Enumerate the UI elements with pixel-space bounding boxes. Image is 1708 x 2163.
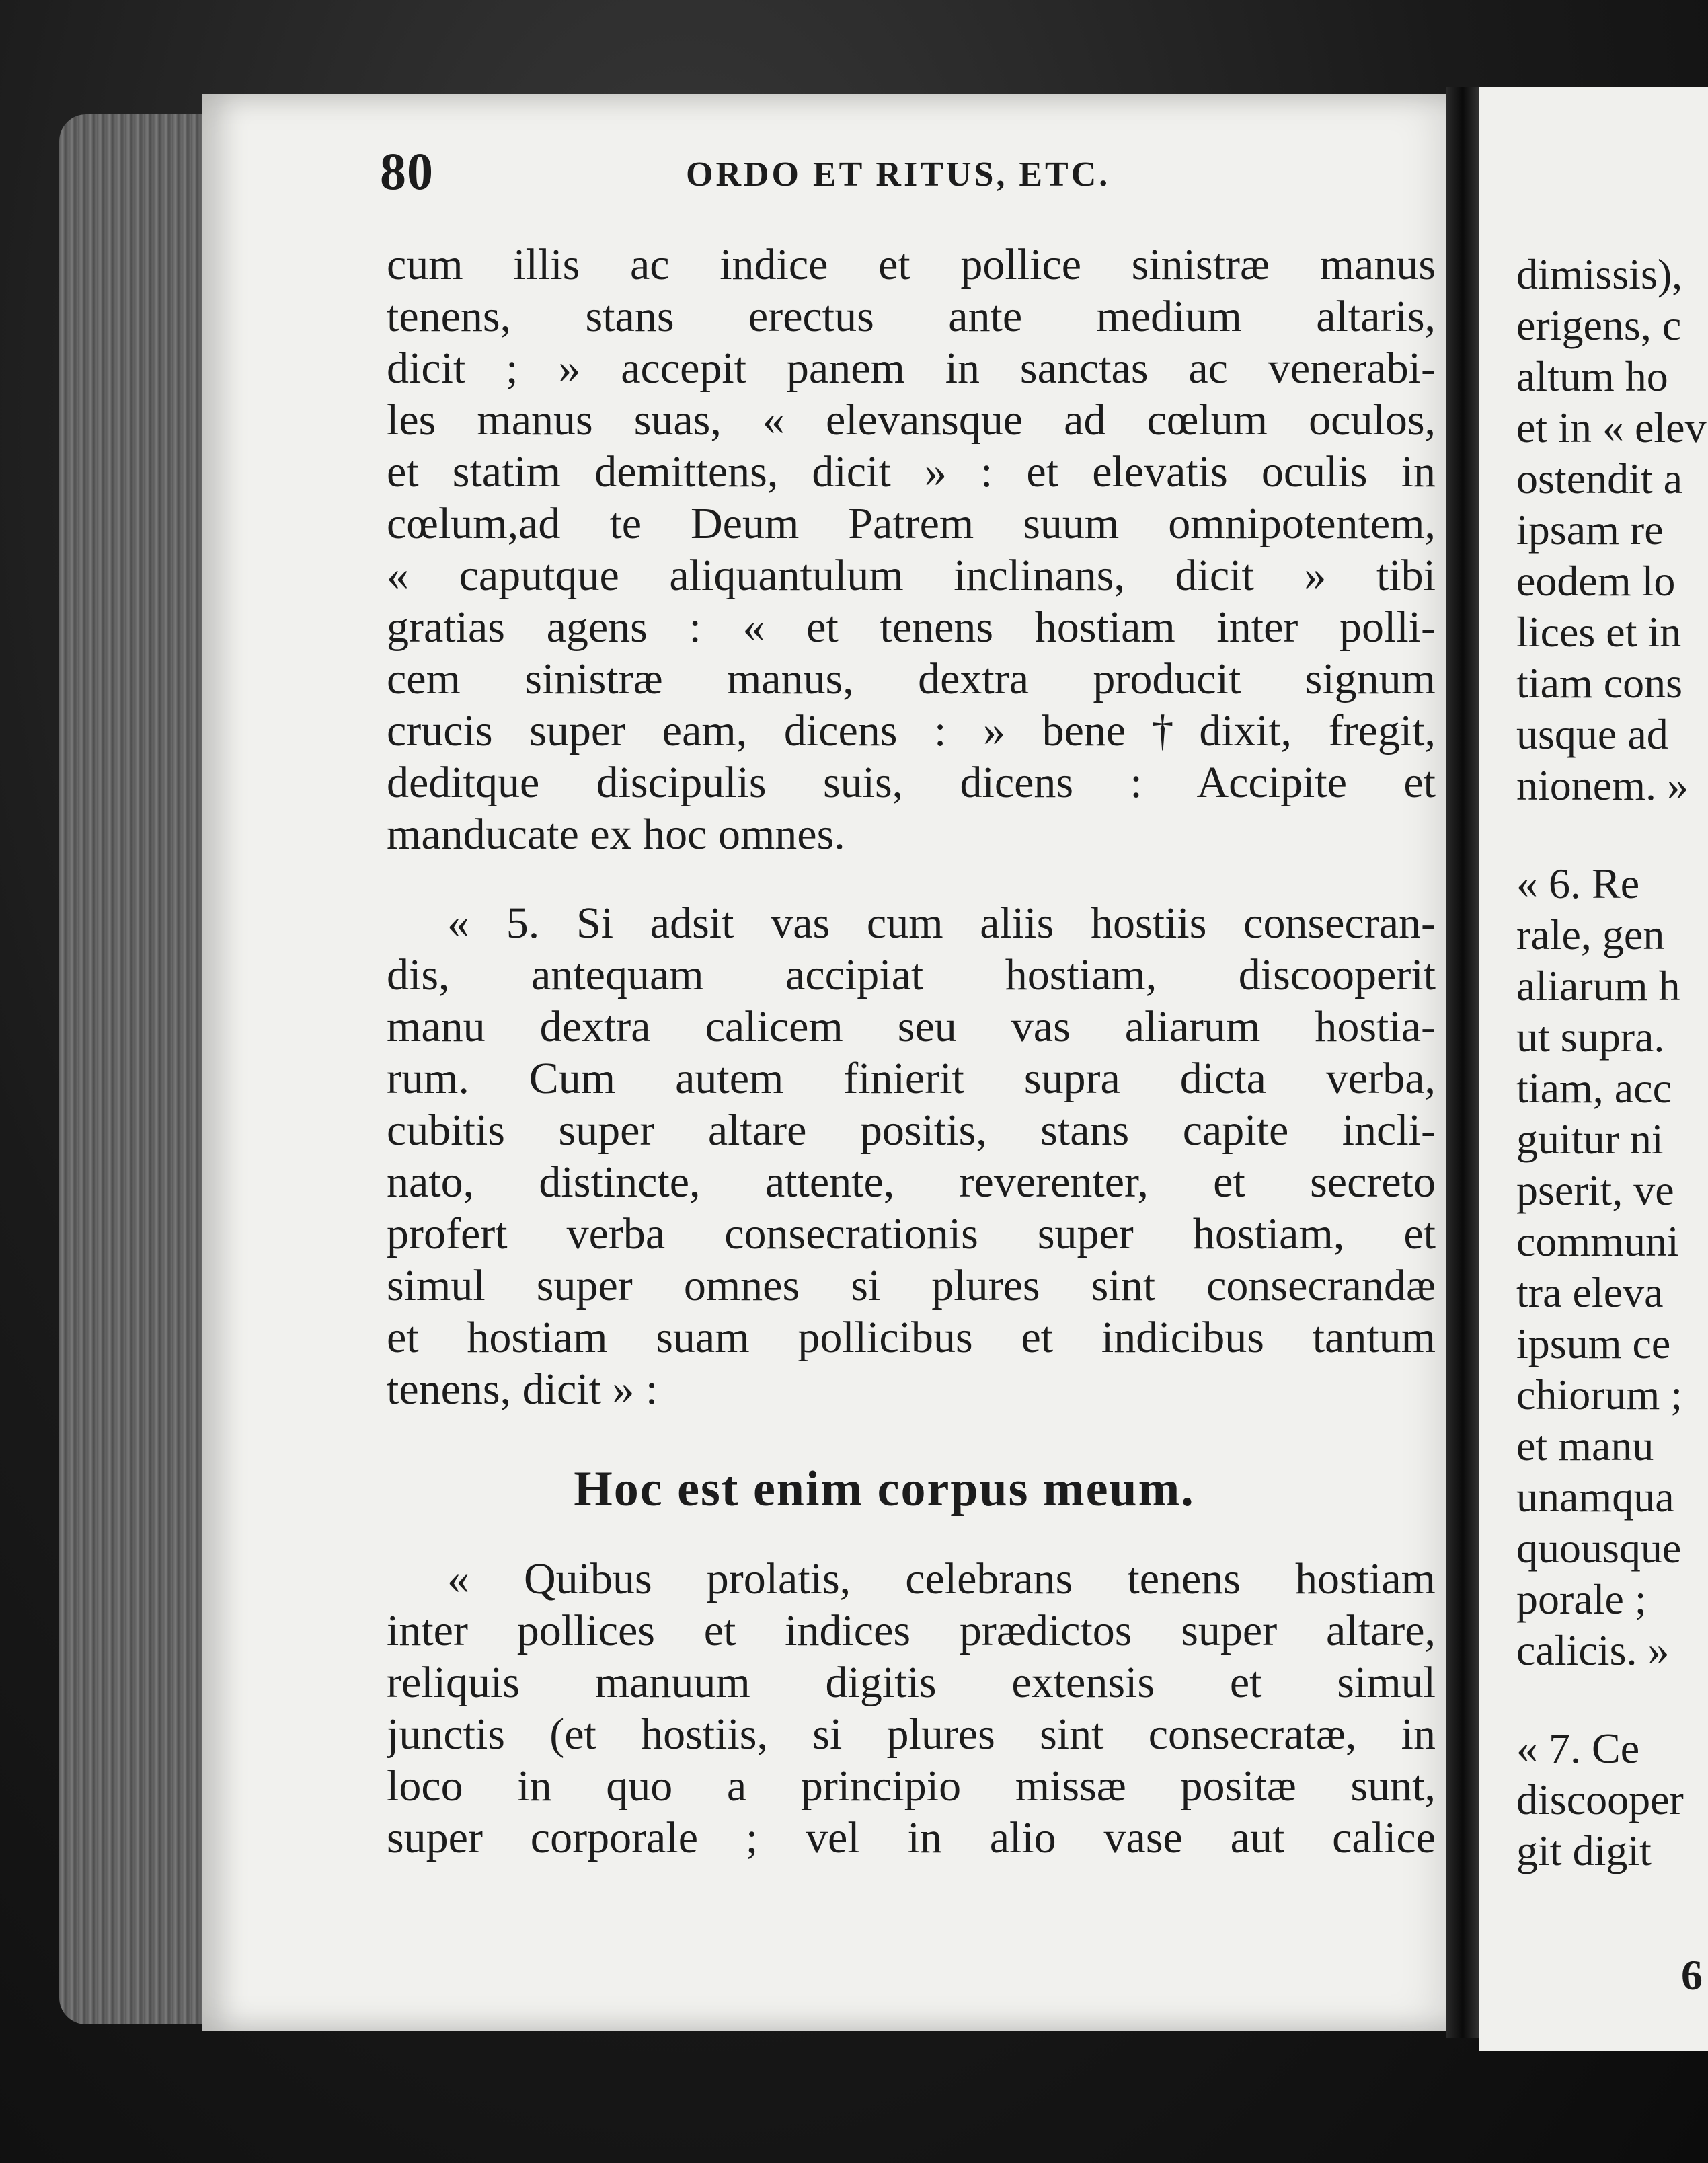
text-line: altum ho [1516, 352, 1668, 400]
text-line: tra eleva [1516, 1268, 1664, 1316]
text-line: guitur ni [1516, 1115, 1664, 1163]
text-line: chiorum ; [1516, 1371, 1683, 1418]
right-page-body [1516, 249, 1708, 1876]
text-line: « 6. Re [1516, 860, 1640, 907]
text-line: rale, gen [1516, 911, 1665, 958]
text-line: gratias agens : « et tenens hostiam inter polli- [387, 603, 1436, 652]
text-line: ostendit a [1516, 455, 1683, 502]
text-line: tenens, dicit » : [387, 1365, 658, 1414]
text-line: « 7. Ce [1516, 1724, 1640, 1772]
text-line: communi [1516, 1217, 1679, 1265]
text-line: dicit ; » accepit panem in sanctas ac venerabi- [387, 344, 1436, 393]
running-header-title: ORDO ET RITUS, ETC. [686, 155, 1111, 194]
text-line: crucis super eam, dicens : » bene†dixit, fregit, [387, 706, 1436, 755]
text-line: lices et in [1516, 608, 1682, 656]
right-block-3 [1516, 1723, 1708, 1876]
text-line: profert verba consecrationis super hostiam, et [387, 1209, 1436, 1258]
text-line: ipsum ce [1516, 1320, 1671, 1367]
text-line: nionem. » [1516, 761, 1688, 809]
text-line: « Quibus prolatis, celebrans tenens hostiam [447, 1554, 1436, 1603]
text-line: super corporale ; vel in alio vase aut calice [387, 1813, 1436, 1862]
text-line: cœlum,ad te Deum Patrem suum omnipotentem, [387, 499, 1436, 548]
paragraph-gap [387, 860, 1436, 897]
text-line: tiam cons [1516, 659, 1683, 707]
text-line: « 5. Si adsit vas cum aliis hostiis consecran- [447, 899, 1436, 948]
text-line: et hostiam suam pollicibus et indicibus tantum [387, 1313, 1436, 1362]
text-line: git digit [1516, 1827, 1652, 1874]
signature-mark: 6 [1681, 1951, 1703, 1999]
consecration-heading: Hoc est enim corpus meum. [574, 1462, 1195, 1517]
text-line: tenens, stans erectus ante medium altaris, [387, 292, 1436, 341]
text-line: eodem lo [1516, 557, 1676, 605]
left-page-body [387, 239, 1436, 1864]
text-line: cubitis super altare positis, stans capite incli- [387, 1106, 1436, 1155]
paragraph-5 [387, 897, 1436, 1415]
text-line: dimissis), [1516, 250, 1683, 298]
text-line: inter pollices et indices prædictos super altare, [387, 1606, 1436, 1655]
text-line: manducate ex hoc omnes. [387, 810, 845, 859]
text-line: simul super omnes si plures sint consecrandæ [387, 1261, 1436, 1310]
text-line: quousque [1516, 1524, 1682, 1572]
text-line: « caputque aliquantulum inclinans, dicit » tibi [387, 551, 1436, 600]
text-line: et in « elev [1516, 404, 1707, 451]
book-gutter [1446, 87, 1479, 2038]
text-line: loco in quo a principio missæ positæ sunt, [387, 1761, 1436, 1811]
text-line: junctis (et hostiis, si plures sint consecratæ, in [387, 1710, 1436, 1759]
text-line: discooper [1516, 1776, 1684, 1823]
right-block-2 [1516, 858, 1708, 1676]
paragraph-gap [1516, 1676, 1708, 1723]
text-line: calicis. » [1516, 1626, 1670, 1674]
text-line: cem sinistræ manus, dextra producit signum [387, 654, 1436, 704]
text-line: unamqua [1516, 1473, 1674, 1521]
text-line: manu dextra calicem seu vas aliarum hostia- [387, 1002, 1436, 1051]
text-line: nato, distincte, attente, reverenter, et secreto [387, 1158, 1436, 1207]
text-line: aliarum h [1516, 962, 1680, 1010]
paragraph-quibus [387, 1553, 1436, 1864]
text-line: rum. Cum autem finierit supra dicta verba, [387, 1054, 1436, 1103]
running-head [380, 135, 1429, 208]
text-line: usque ad [1516, 710, 1668, 758]
text-line: erigens, c [1516, 301, 1682, 349]
right-block-1 [1516, 249, 1708, 811]
text-line: dis, antequam accipiat hostiam, discooperit [387, 950, 1436, 999]
text-line: et statim demittens, dicit » : et elevatis oculis in [387, 447, 1436, 496]
text-line: pserit, ve [1516, 1166, 1674, 1214]
page-number: 80 [380, 142, 434, 200]
paragraph-4 [387, 239, 1436, 860]
text-line: cum illis ac indice et pollice sinistræ manus [387, 240, 1436, 289]
text-line: tiam, acc [1516, 1064, 1672, 1112]
text-line: reliquis manuum digitis extensis et simul [387, 1658, 1436, 1707]
text-line: et manu [1516, 1422, 1654, 1470]
text-line: ipsam re [1516, 506, 1664, 554]
text-line: porale ; [1516, 1575, 1647, 1623]
text-line: ut supra. [1516, 1013, 1665, 1061]
text-line: deditque discipulis suis, dicens : Accipite et [387, 758, 1436, 807]
text-line: les manus suas, « elevansque ad cœlum oculos, [387, 395, 1436, 445]
paragraph-gap [1516, 811, 1708, 858]
